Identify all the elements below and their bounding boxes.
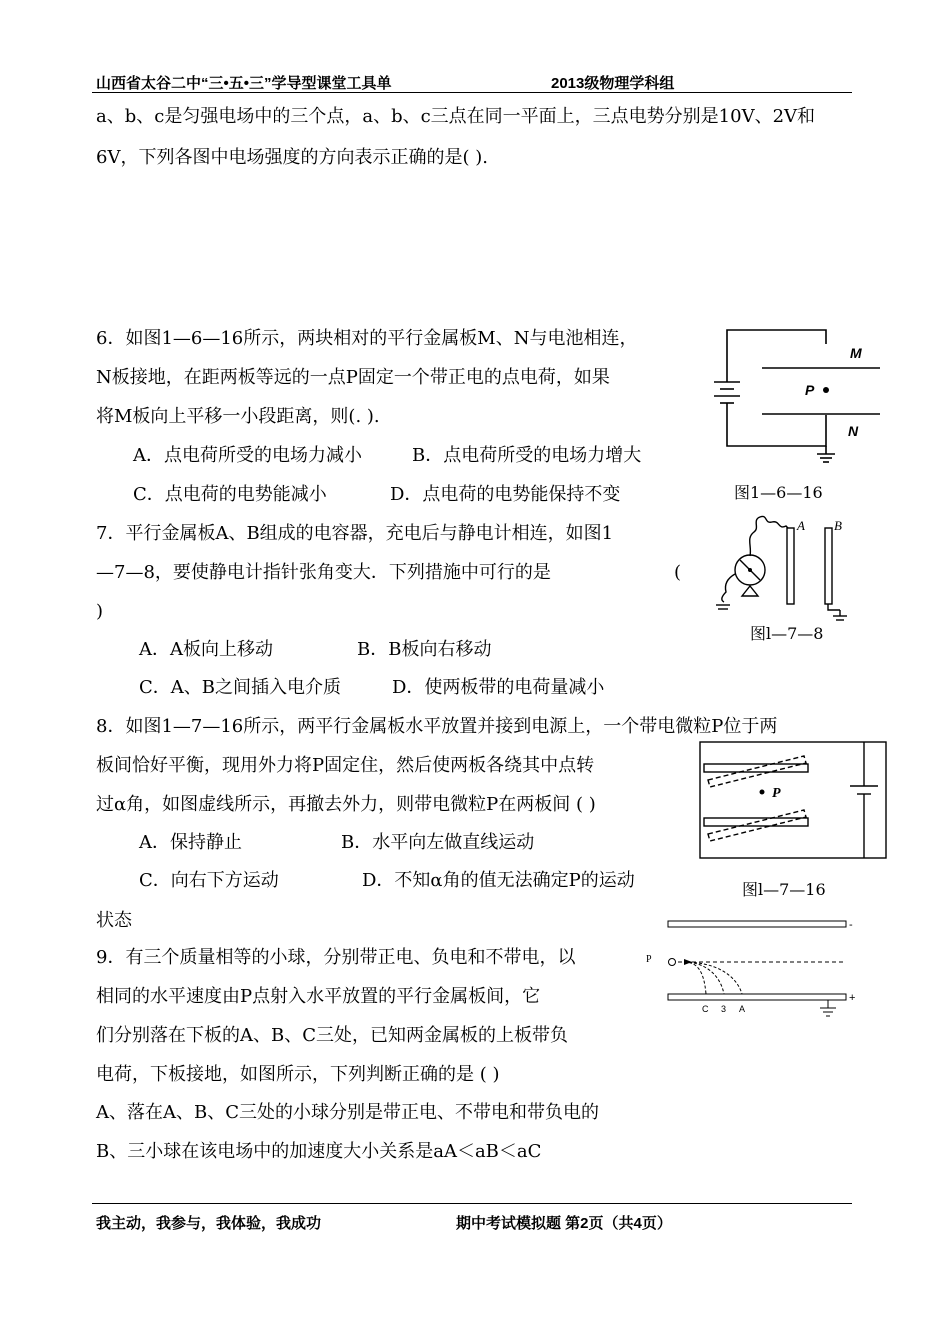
fig-label-p: P — [772, 786, 781, 801]
fig-label-b: B — [834, 518, 842, 533]
footer-rule — [92, 1203, 852, 1204]
q9-line-2: 相同的水平速度由P点射入水平放置的平行金属板间，它 — [96, 986, 541, 1007]
footer-page-info: 期中考试模拟题 第2页（共4页） — [456, 1215, 672, 1232]
figure-1-7-8 — [706, 512, 866, 622]
q8-option-c: C．向右下方运动 — [139, 870, 279, 891]
q7-option-a: A．A板向上移动 — [139, 639, 273, 660]
q6-option-b: B．点电荷所受的电场力增大 — [412, 445, 642, 466]
q9-line-1: 9．有三个质量相等的小球，分别带正电、负电和不带电，以 — [96, 947, 576, 968]
q8-line-3: 过α角，如图虚线所示，再撤去外力，则带电微粒P在两板间 ( ) — [96, 794, 596, 815]
fig-label-c: C — [702, 1004, 709, 1014]
q5-line-2: 6V，下列各图中电场强度的方向表示正确的是( ). — [96, 147, 488, 168]
q9-line-3: 们分别落在下板的A、B、C三处，已知两金属板的上板带负 — [96, 1025, 568, 1046]
q7-line-3: ) — [96, 601, 104, 622]
q8-line-end: 状态 — [96, 910, 132, 931]
q6-option-a: A．点电荷所受的电场力减小 — [133, 445, 362, 466]
fig-label-p: P — [805, 382, 815, 398]
q8-option-a: A．保持静止 — [139, 832, 242, 853]
q7-line-1: 7．平行金属板A、B组成的电容器，充电后与静电计相连，如图1 — [96, 523, 614, 544]
header-title: 山西省太谷二中“三•五•三”学导型课堂工具单 — [96, 75, 392, 92]
q8-line-1: 8．如图1—7—16所示，两平行金属板水平放置并接到电源上，一个带电微粒P位于两 — [96, 716, 778, 737]
q7-paren-open: ( — [674, 562, 682, 583]
figure-1-6-16 — [700, 330, 890, 470]
fig-label-n: N — [848, 423, 859, 439]
fig-label-p: P — [646, 954, 652, 965]
figure-1-7-8-caption: 图l—7—8 — [750, 624, 824, 643]
fig-label-minus: - — [849, 919, 853, 931]
q6-option-c: C．点电荷的电势能减小 — [133, 484, 327, 505]
q5-line-1: a、b、c是匀强电场中的三个点，a、b、c三点在同一平面上，三点电势分别是10V、2V和 — [96, 106, 816, 127]
fig-label-a: A — [797, 518, 805, 533]
q9-option-b: B、三小球在该电场中的加速度大小关系是aA＜aB＜aC — [96, 1141, 542, 1162]
q6-line-1: 6．如图1—6—16所示，两块相对的平行金属板M、N与电池相连， — [96, 328, 638, 349]
figure-1-7-16 — [700, 742, 890, 862]
fig-label-plus: + — [849, 992, 856, 1004]
q8-line-2: 板间恰好平衡，现用外力将P固定住，然后使两板各绕其中点转 — [96, 755, 595, 776]
q7-option-d: D．使两板带的电荷量减小 — [392, 677, 605, 698]
footer-motto: 我主动，我参与，我体验，我成功 — [96, 1215, 322, 1232]
header-rule — [92, 92, 852, 93]
q6-line-3: 将M板向上平移一小段距离，则(. ). — [96, 406, 380, 427]
header-group: 2013级物理学科组 — [551, 75, 675, 92]
q8-option-d: D．不知α角的值无法确定P的运动 — [362, 870, 635, 891]
fig-label-b: 3 — [721, 1004, 727, 1014]
q7-option-b: B．B板向右移动 — [357, 639, 492, 660]
figure-1-7-16-caption: 图l—7—16 — [742, 880, 826, 899]
q7-line-2: —7—8，要使静电计指针张角变大．下列措施中可行的是 — [96, 562, 551, 583]
figure-1-6-16-caption: 图1—6—16 — [734, 483, 823, 502]
fig-label-a: A — [739, 1004, 746, 1014]
q7-option-c: C．A、B之间插入电介质 — [139, 677, 341, 698]
figure-q9-parallel-plates — [640, 912, 870, 1022]
q6-line-2: N板接地，在距两板等远的一点P固定一个带正电的点电荷，如果 — [96, 367, 610, 388]
q6-option-d: D．点电荷的电势能保持不变 — [390, 484, 621, 505]
q9-option-a: A、落在A、B、C三处的小球分别是带正电、不带电和带负电的 — [96, 1102, 599, 1123]
q9-line-4: 电荷，下板接地，如图所示，下列判断正确的是 ( ) — [96, 1064, 500, 1085]
fig-label-m: M — [850, 345, 862, 361]
q8-option-b: B．水平向左做直线运动 — [341, 832, 535, 853]
